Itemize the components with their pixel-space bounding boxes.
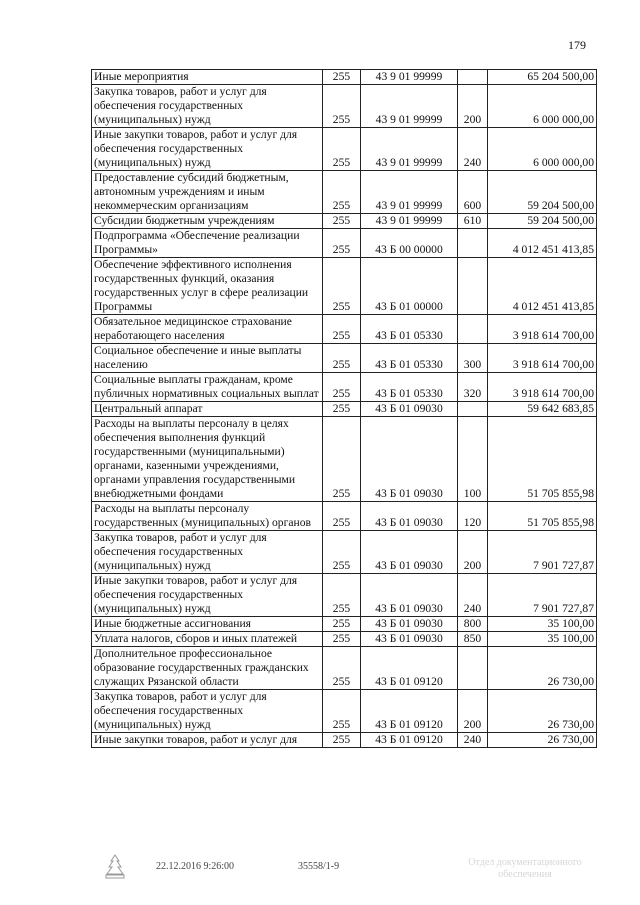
row-target-article-cell: 43 Б 01 09030: [361, 617, 458, 632]
row-expense-type-cell: [458, 647, 488, 690]
row-admin-code-cell: 255: [323, 574, 361, 617]
row-name-cell: Предоставление субсидий бюджетным, автономным учреждениям и иным некоммерческим организациям: [92, 171, 323, 214]
table-row: [92, 70, 597, 85]
table-row: [92, 417, 597, 502]
row-name-cell: Иные закупки товаров, работ и услуг для обеспечения государственных (муниципальных) нужд: [92, 128, 323, 171]
row-target-article-cell: 43 Б 01 05330: [361, 373, 458, 402]
row-target-article-cell: 43 9 01 99999: [361, 214, 458, 229]
table-row: [92, 402, 597, 417]
table-row: [92, 344, 597, 373]
table-row: [92, 128, 597, 171]
row-sum-cell: 59 204 500,00: [488, 171, 597, 214]
row-expense-type-cell: [458, 229, 488, 258]
row-name-cell: Расходы на выплаты персоналу государственных (муниципальных) органов: [92, 502, 323, 531]
budget-table-body: [92, 70, 597, 748]
row-target-article-cell: 43 Б 00 00000: [361, 229, 458, 258]
row-sum-cell: 4 012 451 413,85: [488, 258, 597, 315]
row-sum-cell: 26 730,00: [488, 733, 597, 748]
row-target-article-cell: 43 Б 01 09120: [361, 690, 458, 733]
row-sum-cell: 7 901 727,87: [488, 531, 597, 574]
table-row: [92, 690, 597, 733]
row-name-cell: Обеспечение эффективного исполнения государственных функций, оказания государственных услуг в сфере реализации Программы: [92, 258, 323, 315]
row-sum-cell: 59 642 683,85: [488, 402, 597, 417]
row-admin-code-cell: 255: [323, 531, 361, 574]
row-expense-type-cell: 800: [458, 617, 488, 632]
row-target-article-cell: 43 Б 01 00000: [361, 258, 458, 315]
row-expense-type-cell: 200: [458, 690, 488, 733]
row-sum-cell: 65 204 500,00: [488, 70, 597, 85]
row-sum-cell: 51 705 855,98: [488, 417, 597, 502]
row-name-cell: Иные мероприятия: [92, 70, 323, 85]
row-admin-code-cell: 255: [323, 258, 361, 315]
row-sum-cell: 3 918 614 700,00: [488, 315, 597, 344]
row-target-article-cell: 43 Б 01 09120: [361, 647, 458, 690]
row-target-article-cell: 43 9 01 99999: [361, 70, 458, 85]
table-row: [92, 733, 597, 748]
table-row: [92, 258, 597, 315]
row-name-cell: Субсидии бюджетным учреждениям: [92, 214, 323, 229]
table-row: [92, 229, 597, 258]
page-number: 179: [568, 38, 586, 52]
row-admin-code-cell: 255: [323, 315, 361, 344]
row-name-cell: Иные бюджетные ассигнования: [92, 617, 323, 632]
row-name-cell: Подпрограмма «Обеспечение реализации Программы»: [92, 229, 323, 258]
row-target-article-cell: 43 9 01 99999: [361, 85, 458, 128]
row-sum-cell: 6 000 000,00: [488, 128, 597, 171]
row-expense-type-cell: [458, 258, 488, 315]
row-expense-type-cell: 100: [458, 417, 488, 502]
row-name-cell: Социальные выплаты гражданам, кроме публичных нормативных социальных выплат: [92, 373, 323, 402]
row-target-article-cell: 43 Б 01 09030: [361, 402, 458, 417]
table-row: [92, 85, 597, 128]
row-expense-type-cell: 850: [458, 632, 488, 647]
row-admin-code-cell: 255: [323, 417, 361, 502]
row-target-article-cell: 43 Б 01 09030: [361, 574, 458, 617]
row-sum-cell: 35 100,00: [488, 617, 597, 632]
row-name-cell: Обязательное медицинское страхование неработающего населения: [92, 315, 323, 344]
row-expense-type-cell: 200: [458, 85, 488, 128]
row-target-article-cell: 43 Б 01 09030: [361, 502, 458, 531]
table-row: [92, 373, 597, 402]
table-row: [92, 574, 597, 617]
row-sum-cell: 4 012 451 413,85: [488, 229, 597, 258]
row-target-article-cell: 43 9 01 99999: [361, 128, 458, 171]
row-name-cell: Иные закупки товаров, работ и услуг для: [92, 733, 323, 748]
row-admin-code-cell: 255: [323, 617, 361, 632]
row-expense-type-cell: [458, 70, 488, 85]
row-admin-code-cell: 255: [323, 733, 361, 748]
watermark: Отдел документационного обеспечения: [468, 857, 582, 880]
row-target-article-cell: 43 Б 01 09030: [361, 531, 458, 574]
row-expense-type-cell: [458, 402, 488, 417]
row-sum-cell: 59 204 500,00: [488, 214, 597, 229]
row-sum-cell: 35 100,00: [488, 632, 597, 647]
row-target-article-cell: 43 Б 01 05330: [361, 344, 458, 373]
budget-table: [91, 69, 597, 748]
row-name-cell: Уплата налогов, сборов и иных платежей: [92, 632, 323, 647]
table-row: [92, 647, 597, 690]
row-target-article-cell: 43 Б 01 09030: [361, 417, 458, 502]
row-target-article-cell: 43 9 01 99999: [361, 171, 458, 214]
table-row: [92, 502, 597, 531]
row-admin-code-cell: 255: [323, 229, 361, 258]
row-name-cell: Центральный аппарат: [92, 402, 323, 417]
table-row: [92, 315, 597, 344]
table-row: [92, 214, 597, 229]
row-name-cell: Социальное обеспечение и иные выплаты населению: [92, 344, 323, 373]
footer-date: 22.12.2016 9:26:00: [156, 861, 235, 872]
row-expense-type-cell: 200: [458, 531, 488, 574]
row-expense-type-cell: 300: [458, 344, 488, 373]
row-admin-code-cell: 255: [323, 373, 361, 402]
table-row: [92, 171, 597, 214]
row-admin-code-cell: 255: [323, 171, 361, 214]
row-sum-cell: 51 705 855,98: [488, 502, 597, 531]
row-admin-code-cell: 255: [323, 344, 361, 373]
row-sum-cell: 6 000 000,00: [488, 85, 597, 128]
row-admin-code-cell: 255: [323, 402, 361, 417]
row-name-cell: Закупка товаров, работ и услуг для обеспечения государственных (муниципальных) нужд: [92, 531, 323, 574]
row-expense-type-cell: 120: [458, 502, 488, 531]
row-target-article-cell: 43 Б 01 09120: [361, 733, 458, 748]
row-expense-type-cell: 600: [458, 171, 488, 214]
table-row: [92, 617, 597, 632]
row-expense-type-cell: 240: [458, 574, 488, 617]
row-sum-cell: 26 730,00: [488, 647, 597, 690]
row-target-article-cell: 43 Б 01 09030: [361, 632, 458, 647]
row-name-cell: Иные закупки товаров, работ и услуг для обеспечения государственных (муниципальных) нужд: [92, 574, 323, 617]
row-target-article-cell: 43 Б 01 05330: [361, 315, 458, 344]
row-name-cell: Закупка товаров, работ и услуг для обеспечения государственных (муниципальных) нужд: [92, 85, 323, 128]
emblem-icon: [104, 854, 126, 880]
row-name-cell: Дополнительное профессиональное образование государственных гражданских служащих Рязанской области: [92, 647, 323, 690]
row-admin-code-cell: 255: [323, 690, 361, 733]
row-admin-code-cell: 255: [323, 85, 361, 128]
row-admin-code-cell: 255: [323, 502, 361, 531]
row-admin-code-cell: 255: [323, 647, 361, 690]
row-expense-type-cell: [458, 315, 488, 344]
row-name-cell: Закупка товаров, работ и услуг для обеспечения государственных (муниципальных) нужд: [92, 690, 323, 733]
row-admin-code-cell: 255: [323, 214, 361, 229]
row-admin-code-cell: 255: [323, 70, 361, 85]
row-admin-code-cell: 255: [323, 128, 361, 171]
row-sum-cell: 26 730,00: [488, 690, 597, 733]
row-sum-cell: 7 901 727,87: [488, 574, 597, 617]
table-row: [92, 632, 597, 647]
row-name-cell: Расходы на выплаты персоналу в целях обеспечения выполнения функций государственными (муниципальными) органами, казенными учреждениями, органами управления государственными внебюджетными фондами: [92, 417, 323, 502]
row-expense-type-cell: 240: [458, 733, 488, 748]
row-expense-type-cell: 240: [458, 128, 488, 171]
row-expense-type-cell: 610: [458, 214, 488, 229]
row-sum-cell: 3 918 614 700,00: [488, 344, 597, 373]
row-expense-type-cell: 320: [458, 373, 488, 402]
table-row: [92, 531, 597, 574]
row-sum-cell: 3 918 614 700,00: [488, 373, 597, 402]
row-admin-code-cell: 255: [323, 632, 361, 647]
footer-doc-number: 35558/1-9: [298, 861, 340, 872]
